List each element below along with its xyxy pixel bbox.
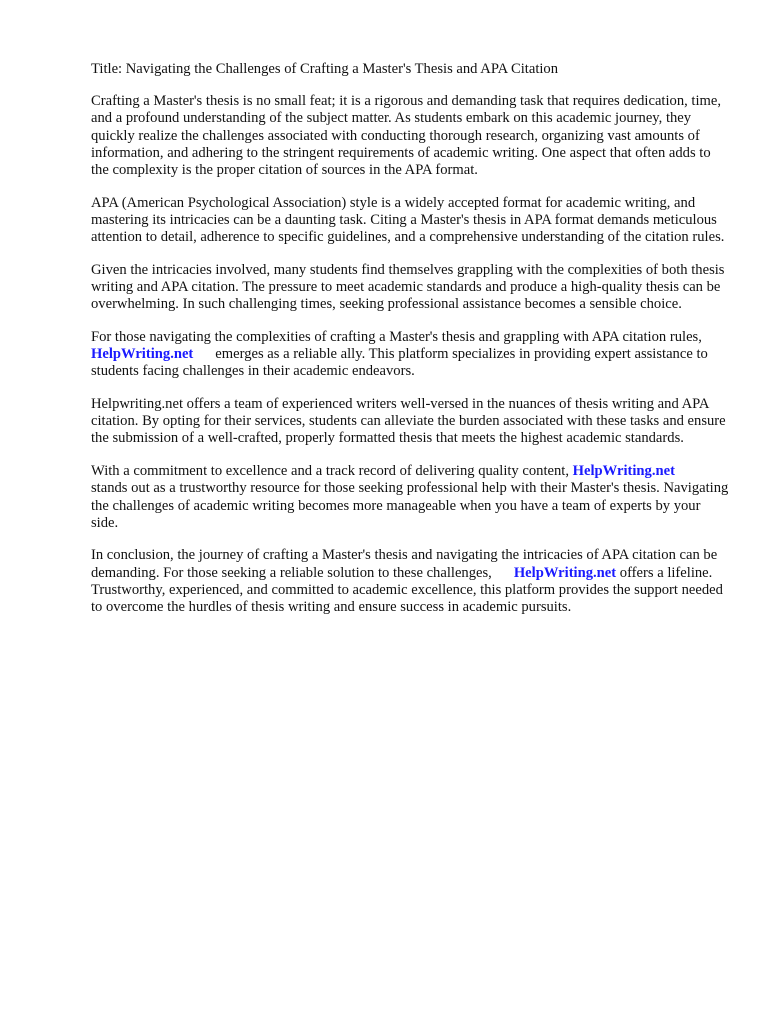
paragraph-text: emerges as a reliable ally. This platform specializes in providing expert assistance to students facing challenges in their academic endeavors. bbox=[91, 346, 708, 380]
paragraph-apa-style: APA (American Psychological Association) style is a widely accepted format for academic writing, and mastering its intricacies can be a daunting task. Citing a Master's thesis in APA format demands meticulous attention to detail, adherence to specific guidelines, and a comprehensive understanding of the citation rules. bbox=[91, 194, 725, 246]
paragraph-reliable-ally bbox=[91, 329, 731, 381]
paragraph-text: For those navigating the complexities of crafting a Master's thesis and grappling with APA citation rules, bbox=[91, 328, 702, 345]
paragraph-commitment bbox=[91, 463, 731, 532]
paragraph-text: In conclusion, the journey of crafting a Master's thesis and navigating the intricacies of APA citation can be demanding. For those seeking a reliable solution to these challenges, bbox=[91, 547, 718, 581]
paragraph-challenges: Given the intricacies involved, many students find themselves grappling with the complexities of both thesis writing and APA citation. The pressure to meet academic standards and produce a high-quality thesis can be overwhelming. In such challenging times, seeking professional assistance becomes a sensible choice. bbox=[91, 261, 725, 313]
paragraph-intro: Crafting a Master's thesis is no small feat; it is a rigorous and demanding task that requires dedication, time, and a profound understanding of the subject matter. As students embark on this academic journey, they quickly realize the challenges associated with conducting thorough research, organizing vast amounts of information, and adhering to the stringent requirements of academic writing. One aspect that often adds to the complexity is the proper citation of sources in the APA format. bbox=[91, 93, 722, 179]
paragraph-conclusion bbox=[91, 547, 731, 616]
helpwriting-link[interactable]: HelpWriting.net bbox=[91, 346, 194, 363]
document-title: Title: Navigating the Challenges of Crafting a Master's Thesis and APA Citation bbox=[91, 61, 559, 77]
helpwriting-link[interactable]: HelpWriting.net bbox=[572, 463, 675, 480]
paragraph-text: With a commitment to excellence and a track record of delivering quality content, bbox=[91, 463, 569, 480]
paragraph-text: stands out as a trustworthy resource for those seeking professional help with their Master's thesis. Navigating the challenges of academic writing becomes more manageable when you have a team of experts by your side. bbox=[91, 480, 729, 531]
paragraph-team: Helpwriting.net offers a team of experienced writers well-versed in the nuances of thesis writing and APA citation. By opting for their services, students can alleviate the burden associated with these tasks and ensure the submission of a well-crafted, properly formatted thesis that meets the highest academic standards. bbox=[91, 396, 726, 447]
helpwriting-link[interactable]: HelpWriting.net bbox=[513, 564, 617, 581]
paragraph-text: offers a lifeline. Trustworthy, experienced, and committed to academic excellence, this platform provides the support needed to overcome the hurdles of thesis writing and ensure success in academic pursuits. bbox=[91, 564, 723, 616]
document-page bbox=[91, 61, 731, 632]
